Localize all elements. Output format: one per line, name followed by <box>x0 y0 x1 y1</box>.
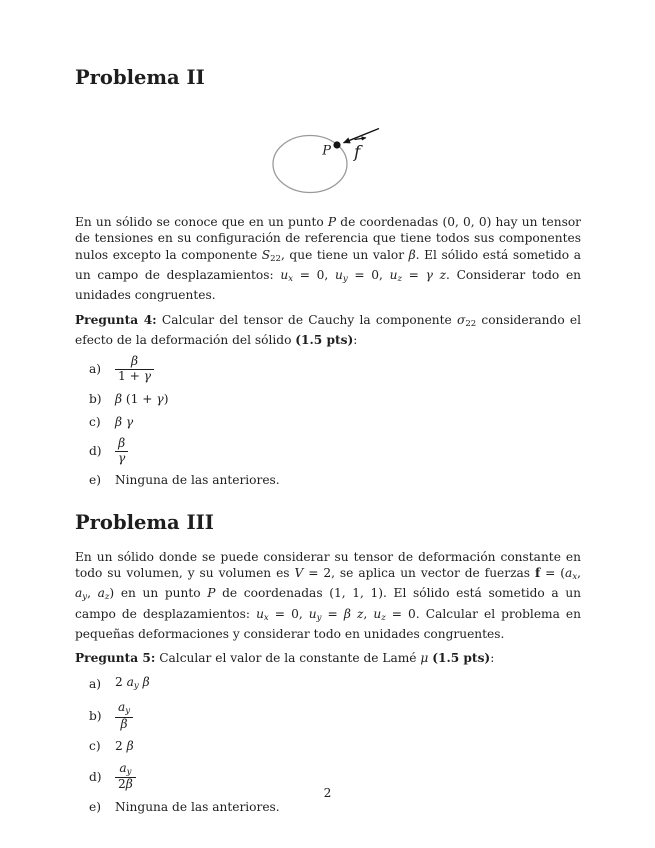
option-q4-e <box>75 472 581 488</box>
option-q5-e <box>75 799 581 815</box>
fraction-denominator: β <box>115 717 133 732</box>
option-label: c) <box>89 739 101 754</box>
option-q5-a <box>75 674 581 694</box>
option-q5-c <box>75 738 581 754</box>
problema-3-title: Problema III <box>75 510 214 534</box>
option-label: b) <box>89 708 102 723</box>
fraction <box>115 437 128 465</box>
point-label: P <box>322 143 331 159</box>
figure-svg <box>267 121 389 199</box>
option-label: a) <box>89 362 102 377</box>
option-text: Ninguna de las anteriores. <box>115 473 280 488</box>
option-label: e) <box>89 799 101 814</box>
option-label: b) <box>89 391 102 406</box>
fraction-denominator: 1 + γ <box>115 369 154 384</box>
fraction-numerator: ay <box>119 760 132 777</box>
option-q4-c <box>75 414 581 430</box>
page-content <box>0 66 655 815</box>
option-q4-b <box>75 391 581 407</box>
figure-solido <box>75 121 581 199</box>
fraction <box>115 701 133 731</box>
section-problema-3 <box>75 511 581 815</box>
problema-2-intro: En un sólido se conoce que en un punto P de coordenadas (0, 0, 0) hay un tensor de tensiones en su configuración de referencia que tiene todos sus componentes nulos excepto la componente S22, que tiene un valor β. El sólido está sometido a un campo de desplazamientos: ux = 0, uy = 0, uz = γ z. Considerar todo en unidades congruentes. <box>75 215 582 303</box>
force-label: f <box>354 142 361 163</box>
fraction-numerator: β <box>130 354 139 369</box>
problema-2-title: Problema II <box>75 66 205 89</box>
force-arrow <box>344 129 380 143</box>
section-problema-2 <box>75 66 581 489</box>
pregunta-5: Pregunta 5: Calcular el valor de la constante de Lamé μ (1.5 pts): <box>75 651 495 666</box>
option-text: Ninguna de las anteriores. <box>115 799 280 814</box>
option-label: c) <box>89 414 101 429</box>
fraction-numerator: β <box>118 436 126 451</box>
option-q4-a <box>75 355 581 383</box>
page-number: 2 <box>323 786 332 800</box>
option-q5-b <box>75 701 581 731</box>
option-text: β (1 + γ) <box>115 391 169 406</box>
problema-3-intro: En un sólido donde se puede considerar su tensor de deformación constante en todo su volumen, y su volumen es V = 2, se aplica un vector de fuerzas f = (ax, ay, az) en un punto P de coordenadas (1, 1, 1). El sólido está sometido a un campo de desplazamientos: ux = 0, uy = β z, uz = 0. Calcular el problema en pequeñas deformaciones y considerar todo en unidades congruentes. <box>75 549 582 642</box>
fraction-numerator: ay <box>118 700 131 717</box>
option-label: d) <box>89 769 102 784</box>
option-label: d) <box>89 444 102 459</box>
option-q4-d <box>75 437 581 465</box>
option-text: β γ <box>115 414 134 429</box>
pregunta-4: Pregunta 4: Calcular del tensor de Cauchy la componente σ22 considerando el efecto de la deformación del sólido (1.5 pts): <box>75 312 581 347</box>
fraction-denominator: 2β <box>115 777 136 792</box>
option-text: 2 β <box>115 739 134 754</box>
option-label: a) <box>89 676 102 691</box>
fraction <box>115 355 154 383</box>
point-marker <box>333 141 340 148</box>
pregunta-4-options <box>75 355 581 489</box>
option-label: e) <box>89 473 101 488</box>
option-text: 2 ay β <box>115 674 150 691</box>
fraction-denominator: γ <box>115 451 128 466</box>
